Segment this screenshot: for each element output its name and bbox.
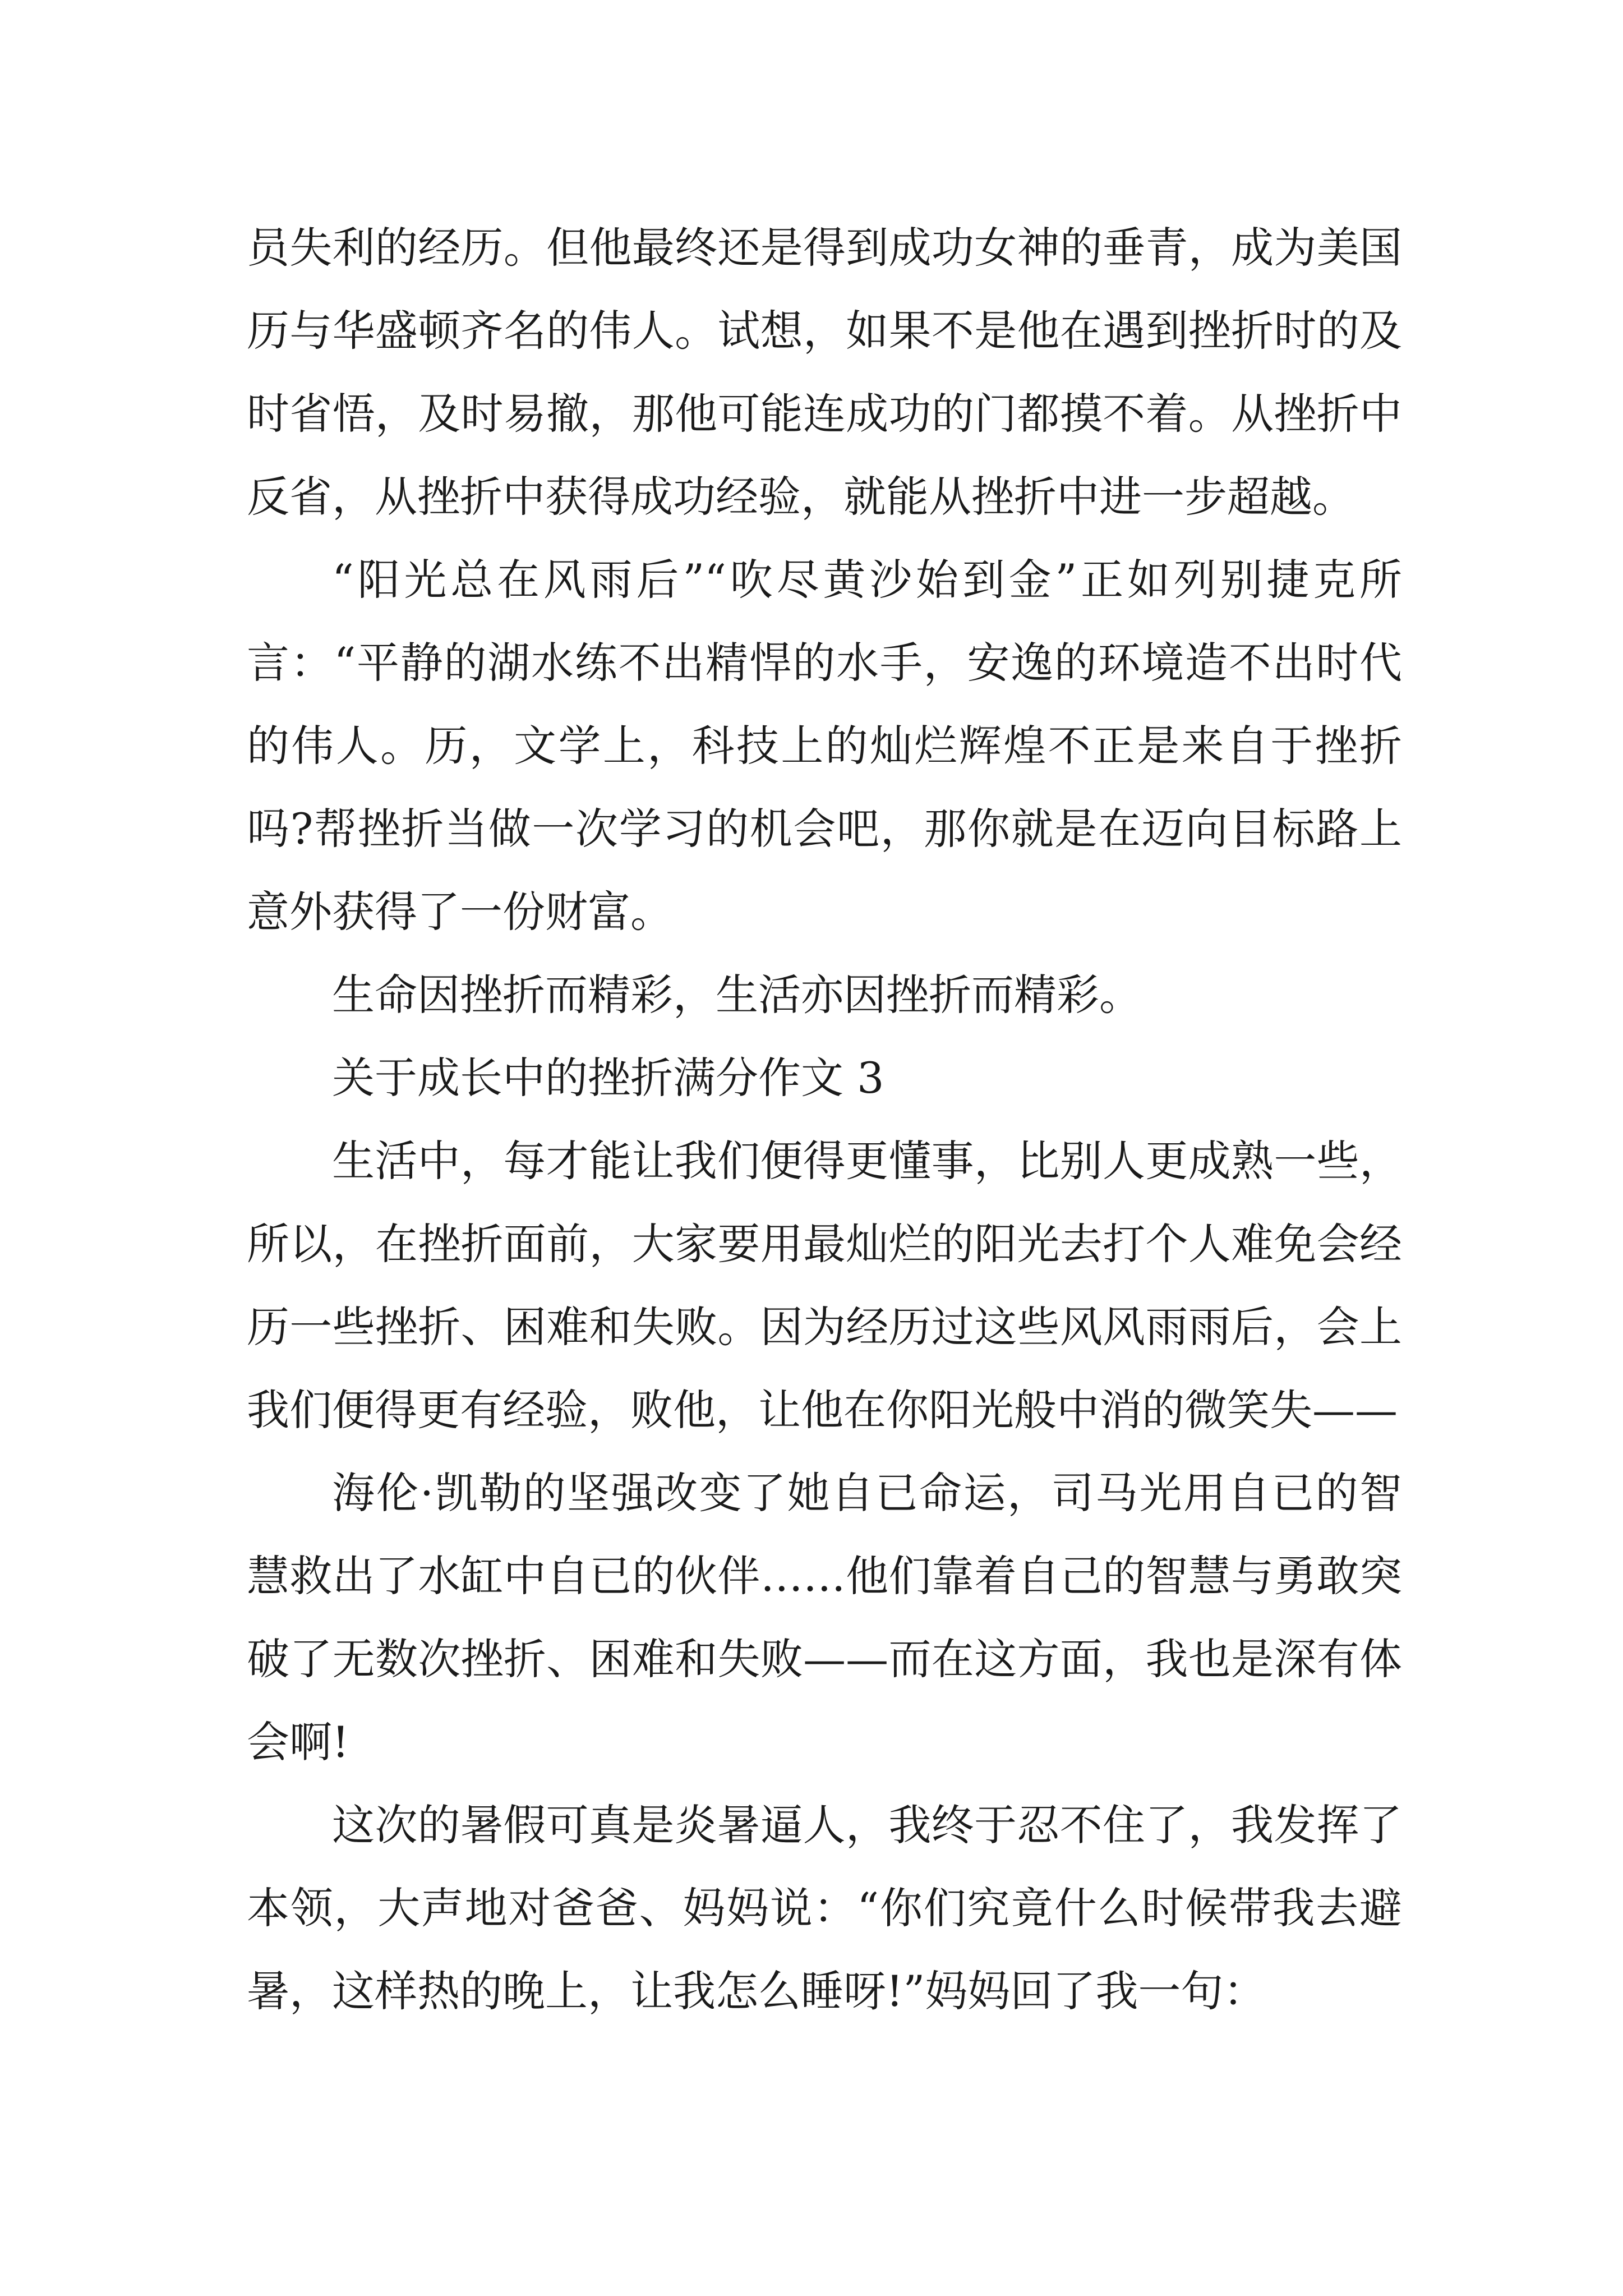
- paragraph-quote: “阳光总在风雨后”“吹尽黄沙始到金”正如列别捷克所言：“平静的湖水练不出精悍的水手，安逸的环境造不出时代的伟人。历，文学上，科技上的灿烂辉煌不正是来自于挫折吗?帮挫折当做一次学习的机会吧，那你就是在迈向目标路上意外获得了一份财富。: [247, 555, 1402, 937]
- section-heading: 关于成长中的挫折满分作文 3: [332, 1053, 884, 1103]
- paragraph-story: 这次的暑假可真是炎暑逼人，我终于忍不住了，我发挥了本领，大声地对爸爸、妈妈说：“你们究竟什么时候带我去避暑，这样热的晚上，让我怎么睡呀!”妈妈回了我一句：: [247, 1800, 1402, 2016]
- paragraph-intro: 生活中，每才能让我们便得更懂事，比别人更成熟一些，所以，在挫折面前，大家要用最灿烂的阳光去打个人难免会经历一些挫折、困难和失败。因为经历过这些风风雨雨后，会上我们便得更有经验，败他，让他在你阳光般中消的微笑失——: [247, 1136, 1402, 1435]
- paragraph-continuation: 员失利的经历。但他最终还是得到成功女神的垂青，成为美国历与华盛顿齐名的伟人。试想，如果不是他在遇到挫折时的及时省悟，及时易撤，那他可能连成功的门都摸不着。从挫折中反省，从挫折中获得成功经验，就能从挫折中进一步超越。: [247, 223, 1402, 522]
- paragraph-conclusion: 生命因挫折而精彩，生活亦因挫折而精彩。: [332, 970, 1142, 1020]
- paragraph-examples: 海伦·凯勒的坚强改变了她自已命运，司马光用自已的智慧救出了水缸中自已的伙伴……他们靠着自己的智慧与勇敢突破了无数次挫折、困难和失败——而在这方面，我也是深有体会啊!: [247, 1468, 1402, 1767]
- document-body: [247, 206, 1402, 2033]
